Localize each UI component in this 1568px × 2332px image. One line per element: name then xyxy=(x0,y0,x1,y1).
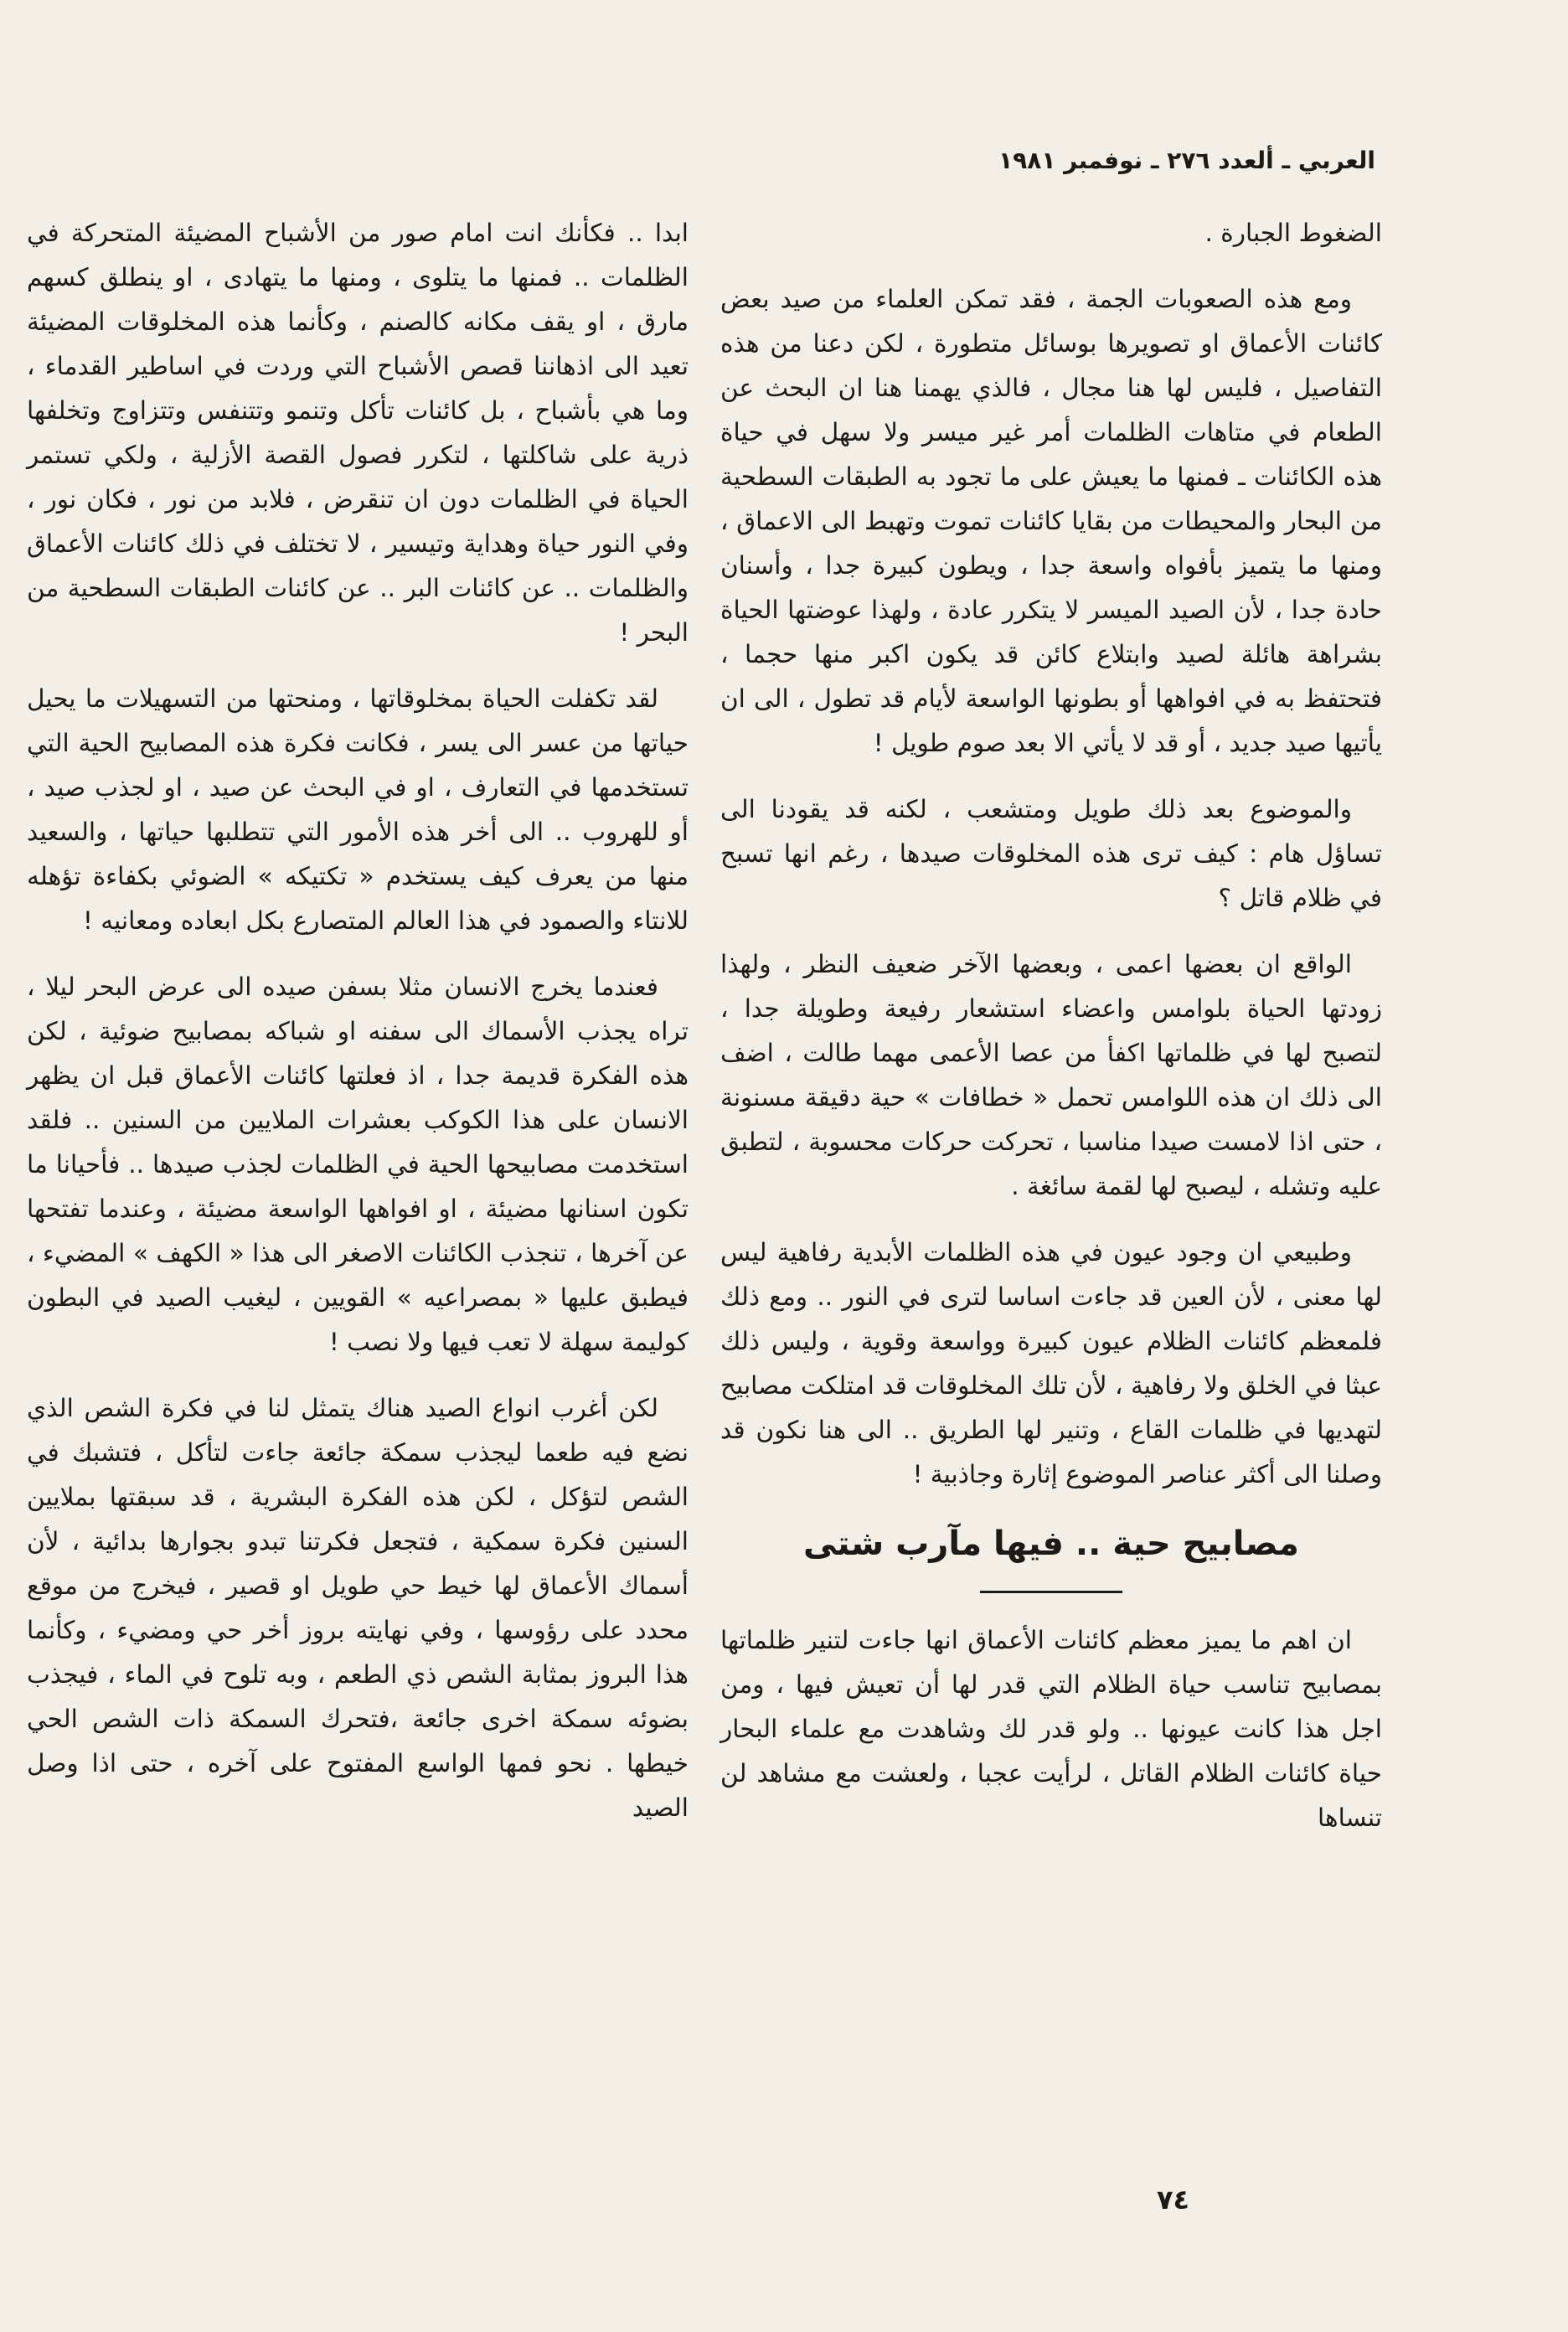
paragraph: لقد تكفلت الحياة بمخلوقاتها ، ومنحتها من التسهيلات ما يحيل حياتها من عسر الى يسر ، فكانت فكرة هذه المصابيح الحية التي تستخدمها في التعارف ، او في البحث عن صيد ، او لجذب صيد ، أو للهروب .. الى أخر هذه الأمور التي تتطلبها حياتها ، والسعيد منها من يعرف كيف يستخدم « تكتيكه » الضوئي بكفاءة تؤهله للانتاء والصمود في هذا العالم المتصارع بكل ابعاده ومعانيه ! xyxy=(27,684,689,935)
right-column xyxy=(720,211,1382,1862)
paragraph: لكن أغرب انواع الصيد هناك يتمثل لنا في فكرة الشص الذي نضع فيه طعما ليجذب سمكة جائعة جاءت لتأكل ، فتشبك في الشص لتؤكل ، لكن هذه الفكرة البشرية ، قد سبقتها بملايين السنين فكرة سمكية ، فتجعل فكرتنا تبدو بجوارها بدائية ، لأن أسماك الأعماق لها خيط حي طويل او قصير ، فيخرج من موقع محدد على رؤوسها ، وفي نهايته بروز أخر حي ومضيء ، وكأنما هذا البروز بمثابة الشص ذي الطعم ، وبه تلوح في الماء ، فيجذب بضوئه سمكة اخرى جائعة ،فتحرك السمكة ذات الشص الحي خيطها . نحو فمها الواسع المفتوح على آخره ، حتى اذا وصل الصيد xyxy=(27,1394,689,1822)
heading-divider xyxy=(980,1591,1122,1593)
paragraph: ان اهم ما يميز معظم كائنات الأعماق انها جاءت لتنير ظلماتها بمصابيح تناسب حياة الظلام التي قدر لها أن تعيش فيها ، ومن اجل هذا كانت عيونها .. ولو قدر لك وشاهدت مع علماء البحار حياة كائنات الظلام القاتل ، لرأيت عجبا ، ولعشت مع مشاهد لن تنساها xyxy=(720,1626,1382,1832)
running-head: العربي ـ ألعدد ٢٧٦ ـ نوفمبر ١٩٨١ xyxy=(998,147,1375,174)
left-column xyxy=(27,211,689,1852)
paragraph: وطبيعي ان وجود عيون في هذه الظلمات الأبدية رفاهية ليس لها معنى ، لأن العين قد جاءت اساسا لترى في النور .. ومع ذلك فلمعظم كائنات الظلام عيون كبيرة وواسعة وقوية ، وليس ذلك عبثا في الخلق ولا رفاهية ، لأن تلك المخلوقات قد امتلكت مصابيح لتهديها في ظلمات القاع ، وتنير لها الطريق .. الى هنا نكون قد وصلنا الى أكثر عناصر الموضوع إثارة وجاذبية ! xyxy=(720,1238,1382,1488)
paragraph: ومع هذه الصعوبات الجمة ، فقد تمكن العلماء من صيد بعض كائنات الأعماق او تصويرها بوسائل متطورة ، لكن دعنا من هذه التفاصيل ، فليس لها هنا مجال ، فالذي يهمنا هنا ان البحث عن الطعام في متاهات الظلمات أمر غير ميسر ولا سهل في حياة هذه الكائنات ـ فمنها ما يعيش على ما تجود به الطبقات السطحية من البحار والمحيطات من بقايا كائنات تموت وتهبط الى الاعماق ، ومنها ما يتميز بأفواه واسعة جدا ، ويطون كبيرة جدا ، وأسنان حادة جدا ، لأن الصيد الميسر لا يتكرر عادة ، ولهذا عوضتها الحياة بشراهة هائلة لصيد وابتلاع كائن قد يكون اكبر منها حجما ، فتحتفظ به في افواهها أو بطونها الواسعة لأيام قد تطول ، الى ان يأتيها صيد جديد ، أو قد لا يأتي الا بعد صوم طويل ! xyxy=(720,285,1382,757)
page-number: ٧٤ xyxy=(1156,2184,1189,2216)
paragraph: الضغوط الجبارة . xyxy=(1204,219,1382,247)
paragraph: ابدا .. فكأنك انت امام صور من الأشباح المضيئة المتحركة في الظلمات .. فمنها ما يتلوى ، ومنها ما يتهادى ، او ينطلق كسهم مارق ، او يقف مكانه كالصنم ، وكأنما هذه المخلوقات المضيئة تعيد الى اذهاننا قصص الأشباح التي وردت في اساطير القدماء ، وما هي بأشباح ، بل كائنات تأكل وتنمو وتتنفس وتتزاوج وتخلفها ذرية على شاكلتها ، لتكرر فصول القصة الأزلية ، ولكي تستمر الحياة في الظلمات دون ان تنقرض ، فلابد من نور ، فكان نور ، وفي النور حياة وهداية وتيسير ، لا تختلف في ذلك كائنات الأعماق والظلمات .. عن كائنات البر .. عن كائنات الطبقات السطحية من البحر ! xyxy=(27,219,689,647)
paragraph: فعندما يخرج الانسان مثلا بسفن صيده الى عرض البحر ليلا ، تراه يجذب الأسماك الى سفنه او شباكه بمصابيح ضوئية ، لكن هذه الفكرة قديمة جدا ، اذ فعلتها كائنات الأعماق قبل ان يظهر الانسان على هذا الكوكب بعشرات الملايين من السنين .. فلقد استخدمت مصابيحها الحية في الظلمات لجذب صيدها .. فأحيانا ما تكون اسنانها مضيئة ، او افواهها الواسعة مضيئة ، وعندما تفتحها عن آخرها ، تنجذب الكائنات الاصغر الى هذا « الكهف » المضيء ، فيطبق عليها « بمصراعيه » القويين ، ليغيب الصيد في البطون كوليمة سهلة لا تعب فيها ولا نصب ! xyxy=(27,973,689,1356)
paragraph: الواقع ان بعضها اعمى ، وبعضها الآخر ضعيف النظر ، ولهذا زودتها الحياة بلوامس واعضاء استشعار رفيعة وطويلة جدا ، لتصبح لها في ظلماتها اكفأ من عصا الأعمى مهما طالت ، اضف الى ذلك ان هذه اللوامس تحمل « خطافات » حية دقيقة مسنونة ، حتى اذا لامست صيدا مناسبا ، تحركت حركات محسوبة ، لتطبق عليه وتشله ، ليصبح لها لقمة سائغة . xyxy=(720,950,1382,1200)
section-heading: مصابيح حية .. فيها مآرب شتى xyxy=(803,1525,1299,1563)
paragraph: والموضوع بعد ذلك طويل ومتشعب ، لكنه قد يقودنا الى تساؤل هام : كيف ترى هذه المخلوقات صيدها ، رغم انها تسبح في ظلام قاتل ؟ xyxy=(720,795,1382,912)
